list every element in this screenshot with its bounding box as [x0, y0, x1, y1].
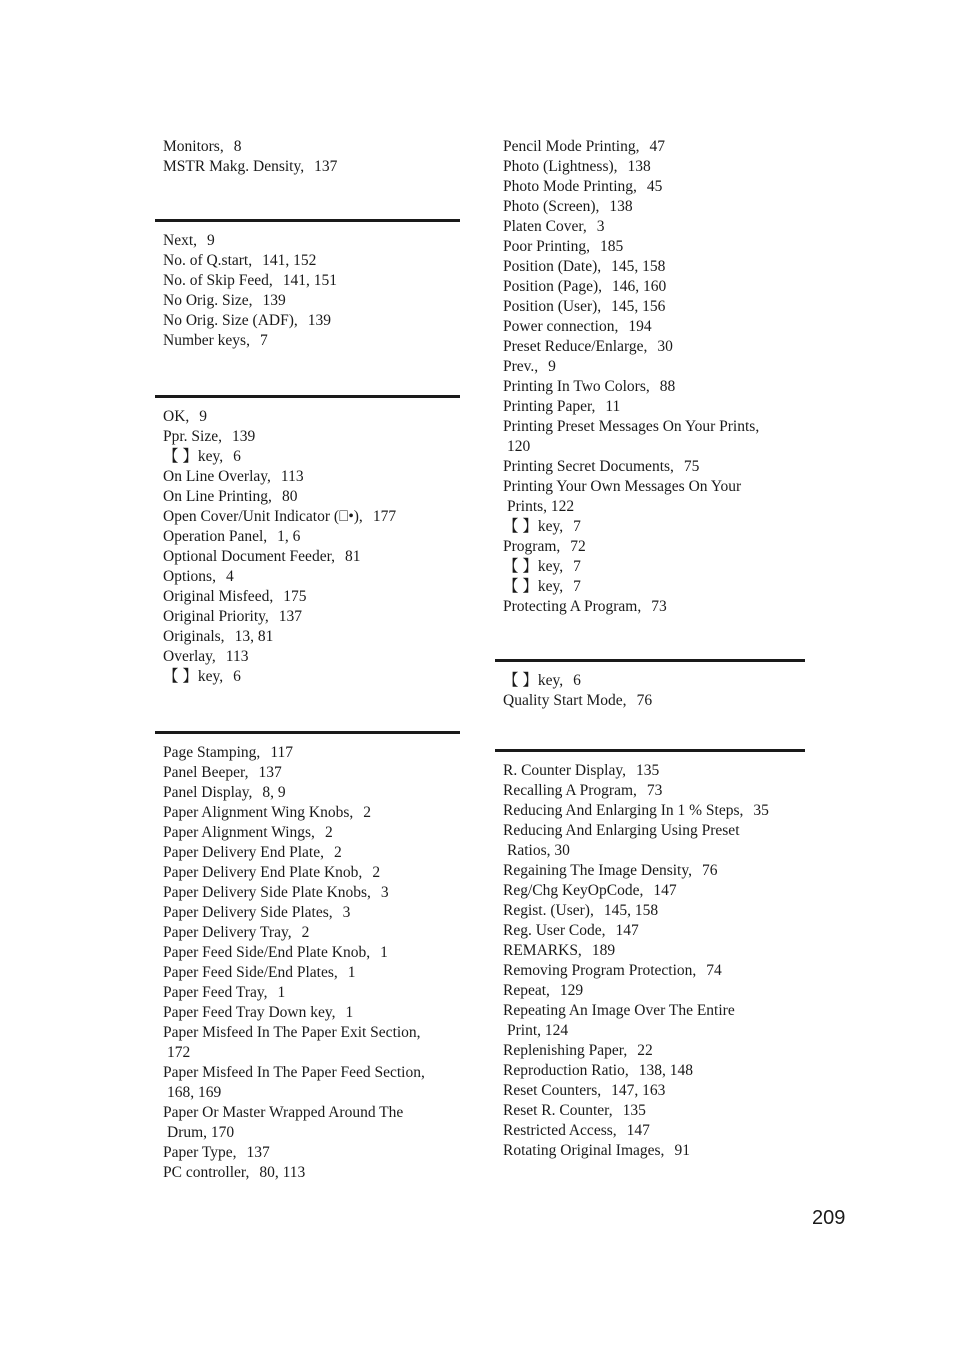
index-entry	[163, 943, 460, 963]
index-page-refs: 117	[270, 744, 293, 761]
index-term: R. Counter Display,	[503, 762, 626, 779]
index-term: Paper Feed Tray,	[163, 984, 268, 1001]
index-entry	[503, 861, 805, 881]
index-entry	[163, 903, 460, 923]
index-page-refs: 75	[683, 458, 700, 475]
index-term: MSTR Makg. Density,	[163, 158, 305, 175]
index-page-refs: 88	[659, 378, 676, 395]
index-entry	[163, 137, 460, 157]
index-term: Position (Page),	[503, 278, 603, 295]
index-term: Removing Program Protection,	[503, 962, 697, 979]
index-term: 【 】key,	[503, 672, 564, 689]
index-entry	[503, 197, 805, 217]
index-entry	[503, 781, 805, 801]
index-page-refs: 185	[599, 238, 624, 255]
index-entry	[163, 923, 460, 943]
index-term: Printing Your Own Messages On Your	[503, 478, 742, 495]
index-entry	[503, 1141, 805, 1161]
index-page-refs: 175	[283, 588, 307, 605]
index-entry	[163, 627, 460, 647]
index-entry	[163, 863, 460, 883]
index-entry	[503, 337, 805, 357]
index-entry	[163, 507, 460, 527]
index-entry-continuation: Drum, 170	[167, 1124, 235, 1141]
index-term: Restricted Access,	[503, 1122, 617, 1139]
index-term: Panel Beeper,	[163, 764, 249, 781]
index-term: Platen Cover,	[503, 218, 587, 235]
index-entry	[503, 921, 805, 941]
index-section	[495, 761, 805, 1161]
index-term: Pencil Mode Printing,	[503, 138, 640, 155]
index-term: 【 】key,	[503, 518, 564, 535]
index-term: 【 】key,	[503, 558, 564, 575]
index-term: Next,	[163, 232, 198, 249]
index-entry	[503, 821, 805, 861]
index-page-refs: 7	[573, 518, 581, 535]
index-term: Power connection,	[503, 318, 619, 335]
index-entry	[163, 231, 460, 251]
index-page-refs: 7	[573, 558, 581, 575]
index-section	[155, 231, 460, 351]
index-page-refs: 147	[653, 882, 677, 899]
index-page-refs: 139	[307, 312, 331, 329]
index-page-refs: 2	[324, 824, 333, 841]
index-term: Program,	[503, 538, 561, 555]
index-page-refs: 73	[651, 598, 667, 615]
index-page-refs: 8	[233, 138, 242, 155]
index-entry	[163, 311, 460, 331]
index-page-refs: 30	[657, 338, 673, 355]
index-entry-continuation: 172	[167, 1044, 191, 1061]
index-entry	[503, 801, 805, 821]
index-page-refs: 76	[701, 862, 718, 879]
index-page-refs: 1	[380, 944, 388, 961]
index-entry	[503, 1061, 805, 1081]
index-page-refs: 138	[627, 158, 651, 175]
index-page-refs: 146, 160	[612, 278, 667, 295]
index-entry-continuation: Print, 124	[507, 1022, 569, 1039]
index-entry	[503, 671, 805, 691]
index-entry	[163, 547, 460, 567]
index-page-refs: 9	[548, 358, 556, 375]
index-entry	[503, 981, 805, 1001]
index-page-refs: 3	[596, 218, 605, 235]
index-term: Position (User),	[503, 298, 602, 315]
index-section	[495, 671, 805, 711]
index-term: Open Cover/Unit Indicator (⎕•),	[163, 508, 363, 525]
index-page-refs: 3	[342, 904, 351, 921]
index-entry	[163, 743, 460, 763]
index-term: Rotating Original Images,	[503, 1142, 665, 1159]
index-entry	[163, 427, 460, 447]
index-entry	[163, 1063, 460, 1103]
index-term: Operation Panel,	[163, 528, 268, 545]
index-section	[155, 743, 460, 1183]
index-term: Prev.,	[503, 358, 539, 375]
index-page-refs: 139	[232, 428, 256, 445]
index-term: Paper Feed Tray Down key,	[163, 1004, 336, 1021]
index-term: No Orig. Size,	[163, 292, 253, 309]
index-page-refs: 139	[262, 292, 286, 309]
index-term: 【 】key,	[163, 448, 224, 465]
index-entry	[503, 477, 805, 517]
index-page-refs: 113	[280, 468, 304, 485]
index-entry-continuation: 168, 169	[167, 1084, 222, 1101]
index-entry	[163, 157, 460, 177]
index-term: PC controller,	[163, 1164, 250, 1181]
index-term: Original Priority,	[163, 608, 269, 625]
index-term: On Line Overlay,	[163, 468, 271, 485]
index-page-refs: 2	[301, 924, 310, 941]
index-entry	[503, 397, 805, 417]
index-term: Optional Document Feeder,	[163, 548, 335, 565]
index-term: No. of Skip Feed,	[163, 272, 273, 289]
index-entry	[503, 1081, 805, 1101]
index-term: Printing Paper,	[503, 398, 596, 415]
index-entry	[503, 297, 805, 317]
index-entry	[503, 277, 805, 297]
index-page-refs: 9	[199, 408, 208, 425]
index-page-refs: 147, 163	[611, 1082, 666, 1099]
index-entry	[163, 667, 460, 687]
index-term: Recalling A Program,	[503, 782, 637, 799]
index-page-refs: 74	[706, 962, 722, 979]
index-entry	[503, 1041, 805, 1061]
index-term: Number keys,	[163, 332, 250, 349]
index-page-refs: 129	[559, 982, 584, 999]
index-term: Printing Preset Messages On Your Prints,	[503, 418, 760, 435]
index-term: Panel Display,	[163, 784, 253, 801]
index-page-refs: 22	[637, 1042, 653, 1059]
index-term: Ppr. Size,	[163, 428, 222, 445]
index-term: Paper Delivery Side Plates,	[163, 904, 333, 921]
index-page-refs: 13, 81	[234, 628, 274, 645]
index-term: Regist. (User),	[503, 902, 594, 919]
index-page-refs: 72	[570, 538, 586, 555]
index-entry	[163, 467, 460, 487]
index-entry	[503, 517, 805, 537]
index-term: Photo (Lightness),	[503, 158, 618, 175]
index-page-refs: 137	[258, 764, 282, 781]
index-entry	[503, 537, 805, 557]
index-entry	[163, 291, 460, 311]
index-page-refs: 137	[314, 158, 338, 175]
index-entry	[503, 217, 805, 237]
index-page-refs: 135	[636, 762, 660, 779]
index-entry	[163, 803, 460, 823]
index-term: No Orig. Size (ADF),	[163, 312, 298, 329]
index-term: Protecting A Program,	[503, 598, 642, 615]
index-term: Reset Counters,	[503, 1082, 602, 1099]
index-right-column	[495, 137, 805, 1161]
index-term: Reset R. Counter,	[503, 1102, 613, 1119]
index-entry	[163, 407, 460, 427]
index-term: Reg. User Code,	[503, 922, 606, 939]
index-term: Regaining The Image Density,	[503, 862, 692, 879]
index-term: No. of Q.start,	[163, 252, 253, 269]
index-term: Repeating An Image Over The Entire	[503, 1002, 735, 1019]
index-page-refs: 35	[753, 802, 769, 819]
index-entry	[503, 881, 805, 901]
index-entry	[503, 1101, 805, 1121]
index-left-column	[155, 137, 460, 1183]
index-section	[495, 137, 805, 617]
index-entry	[163, 883, 460, 903]
index-page-refs: 137	[278, 608, 303, 625]
index-entry	[163, 587, 460, 607]
index-entry	[503, 901, 805, 921]
index-term: Paper Type,	[163, 1144, 237, 1161]
index-section	[155, 407, 460, 687]
index-page-refs: 2	[333, 844, 342, 861]
index-page-refs: 3	[380, 884, 389, 901]
index-entry	[163, 447, 460, 467]
index-page-refs: 145, 158	[611, 258, 666, 275]
index-page-refs: 147	[626, 1122, 650, 1139]
index-entry	[163, 1003, 460, 1023]
index-page-refs: 194	[628, 318, 652, 335]
index-term: 【 】key,	[503, 578, 564, 595]
index-page-refs: 1, 6	[277, 528, 301, 545]
index-entry	[503, 417, 805, 457]
index-entry	[503, 577, 805, 597]
index-entry	[503, 457, 805, 477]
index-page-refs: 7	[259, 332, 268, 349]
index-term: Replenishing Paper,	[503, 1042, 628, 1059]
index-term: Photo Mode Printing,	[503, 178, 637, 195]
index-entry	[163, 607, 460, 627]
index-entry-continuation: Ratios, 30	[507, 842, 570, 859]
index-term: Repeat,	[503, 982, 550, 999]
index-entry	[503, 1121, 805, 1141]
index-entry	[503, 961, 805, 981]
index-term: Paper Delivery End Plate Knob,	[163, 864, 363, 881]
index-page-refs: 6	[573, 672, 581, 689]
index-page-refs: 45	[646, 178, 663, 195]
index-entry	[503, 691, 805, 711]
index-page-refs: 2	[363, 804, 371, 821]
index-entry	[163, 1103, 460, 1143]
index-term: Options,	[163, 568, 216, 585]
index-entry	[503, 1001, 805, 1041]
index-term: Poor Printing,	[503, 238, 590, 255]
index-term: On Line Printing,	[163, 488, 272, 505]
index-page-refs: 113	[225, 648, 249, 665]
index-term: Position (Date),	[503, 258, 602, 275]
index-term: Page Stamping,	[163, 744, 261, 761]
index-entry	[503, 377, 805, 397]
index-page-refs: 11	[605, 398, 621, 415]
index-entry	[503, 761, 805, 781]
index-entry	[163, 763, 460, 783]
index-term: Paper Misfeed In The Paper Feed Section,	[163, 1064, 425, 1081]
index-section	[155, 137, 460, 177]
index-term: Originals,	[163, 628, 225, 645]
index-page-refs: 6	[233, 668, 241, 685]
index-term: Preset Reduce/Enlarge,	[503, 338, 648, 355]
index-page-refs: 135	[622, 1102, 646, 1119]
index-page-refs: 80	[281, 488, 298, 505]
index-page-refs: 189	[591, 942, 616, 959]
index-entry	[503, 557, 805, 577]
index-term: Overlay,	[163, 648, 216, 665]
index-term: Reducing And Enlarging In 1 % Steps,	[503, 802, 744, 819]
index-term: Printing Secret Documents,	[503, 458, 674, 475]
index-entry	[163, 271, 460, 291]
index-entry	[163, 843, 460, 863]
index-page-refs: 81	[344, 548, 361, 565]
index-term: Reducing And Enlarging Using Preset	[503, 822, 740, 839]
index-term: Paper Delivery End Plate,	[163, 844, 324, 861]
index-entry-continuation: 120	[507, 438, 531, 455]
index-entry	[163, 1163, 460, 1183]
index-page-refs: 141, 151	[282, 272, 338, 289]
index-entry	[503, 137, 805, 157]
index-term: Paper Or Master Wrapped Around The	[163, 1104, 404, 1121]
index-page-refs: 138	[609, 198, 633, 215]
index-term: Paper Feed Side/End Plates,	[163, 964, 338, 981]
index-entry	[503, 257, 805, 277]
index-page-refs: 7	[573, 578, 581, 595]
index-page-refs: 91	[674, 1142, 690, 1159]
index-entry	[503, 157, 805, 177]
index-entry	[163, 251, 460, 271]
index-page-refs: 1	[277, 984, 286, 1001]
index-term: Paper Feed Side/End Plate Knob,	[163, 944, 371, 961]
index-entry	[163, 963, 460, 983]
index-entry	[163, 1143, 460, 1163]
index-term: Monitors,	[163, 138, 224, 155]
index-entry	[163, 1023, 460, 1063]
index-entry	[503, 941, 805, 961]
index-page-refs: 80, 113	[259, 1164, 306, 1181]
index-term: Paper Alignment Wing Knobs,	[163, 804, 354, 821]
index-term: Reg/Chg KeyOpCode,	[503, 882, 644, 899]
index-term: Paper Delivery Side Plate Knobs,	[163, 884, 371, 901]
index-entry	[503, 237, 805, 257]
index-entry	[503, 317, 805, 337]
index-page-refs: 138, 148	[638, 1062, 693, 1079]
index-page-refs: 1	[345, 1004, 354, 1021]
index-page-refs: 145, 156	[611, 298, 666, 315]
index-page-refs: 177	[372, 508, 397, 525]
index-entry	[503, 177, 805, 197]
index-entry	[163, 983, 460, 1003]
index-entry	[163, 647, 460, 667]
index-entry-continuation: Prints, 122	[507, 498, 575, 515]
index-page-refs: 2	[372, 864, 381, 881]
index-entry	[163, 487, 460, 507]
index-page-refs: 137	[246, 1144, 270, 1161]
index-entry	[163, 783, 460, 803]
index-page-refs: 4	[225, 568, 234, 585]
index-term: OK,	[163, 408, 190, 425]
index-term: Quality Start Mode,	[503, 692, 627, 709]
index-page-refs: 73	[646, 782, 663, 799]
index-page-refs: 1	[347, 964, 356, 981]
index-entry	[503, 597, 805, 617]
index-term: Paper Delivery Tray,	[163, 924, 292, 941]
index-term: Photo (Screen),	[503, 198, 600, 215]
index-term: Printing In Two Colors,	[503, 378, 650, 395]
index-entry	[503, 357, 805, 377]
index-term: REMARKS,	[503, 942, 582, 959]
index-page-refs: 141, 152	[262, 252, 317, 269]
index-term: Paper Alignment Wings,	[163, 824, 315, 841]
index-entry	[163, 567, 460, 587]
index-page-refs: 9	[207, 232, 215, 249]
index-page-refs: 8, 9	[262, 784, 286, 801]
index-page-refs: 145, 158	[603, 902, 659, 919]
index-page-refs: 47	[649, 138, 665, 155]
index-page-refs: 147	[615, 922, 639, 939]
index-page-refs: 6	[233, 448, 241, 465]
index-term: Reproduction Ratio,	[503, 1062, 629, 1079]
index-term: 【 】key,	[163, 668, 224, 685]
index-term: Original Misfeed,	[163, 588, 274, 605]
index-entry	[163, 823, 460, 843]
index-page-refs: 76	[636, 692, 653, 709]
index-term: Paper Misfeed In The Paper Exit Section,	[163, 1024, 421, 1041]
index-entry	[163, 527, 460, 547]
page-number: 209	[812, 1207, 846, 1229]
index-entry	[163, 331, 460, 351]
